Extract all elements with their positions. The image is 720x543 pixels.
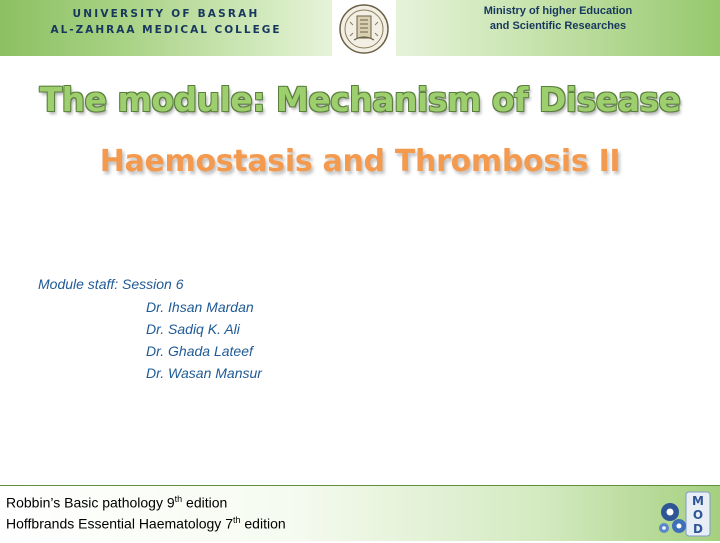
ministry-line-2: and Scientific Researches — [489, 20, 627, 32]
college-name: AL-ZAHRAA MEDICAL COLLEGE — [50, 24, 282, 36]
staff-member: Dr. Ghada Lateef — [146, 343, 253, 359]
staff-member: Dr. Sadiq K. Ali — [146, 321, 240, 337]
staff-member: Dr. Wasan Mansur — [146, 365, 262, 381]
svg-text:M: M — [692, 494, 704, 508]
ministry-line-1: Ministry of higher Education — [483, 5, 633, 17]
reference-2-suffix: edition — [240, 515, 286, 532]
university-name: UNIVERSITY OF BASRAH — [72, 8, 260, 20]
reference-2 — [6, 515, 286, 532]
staff-heading: Module staff: Session 6 — [38, 276, 184, 292]
header-ministry-banner — [396, 0, 720, 56]
university-seal-icon — [336, 2, 392, 56]
page-subtitle: Haemostasis and Thrombosis II — [99, 144, 621, 179]
staff-member: Dr. Ihsan Mardan — [146, 299, 254, 315]
reference-1-sup: th — [174, 494, 183, 504]
reference-1-suffix: edition — [182, 494, 228, 511]
header-university-banner — [0, 0, 332, 56]
footer-references — [0, 485, 720, 541]
svg-text:D: D — [693, 522, 703, 536]
reference-2-sup: th — [232, 515, 241, 525]
mod-gears-icon — [654, 490, 714, 538]
reference-1-title: Robbin’s Basic pathology 9 — [6, 494, 175, 511]
page-title: The module: Mechanism of Disease — [39, 80, 681, 119]
reference-1 — [6, 494, 227, 511]
svg-text:O: O — [692, 508, 704, 522]
reference-2-title: Hoffbrands Essential Haematology 7 — [6, 515, 233, 532]
